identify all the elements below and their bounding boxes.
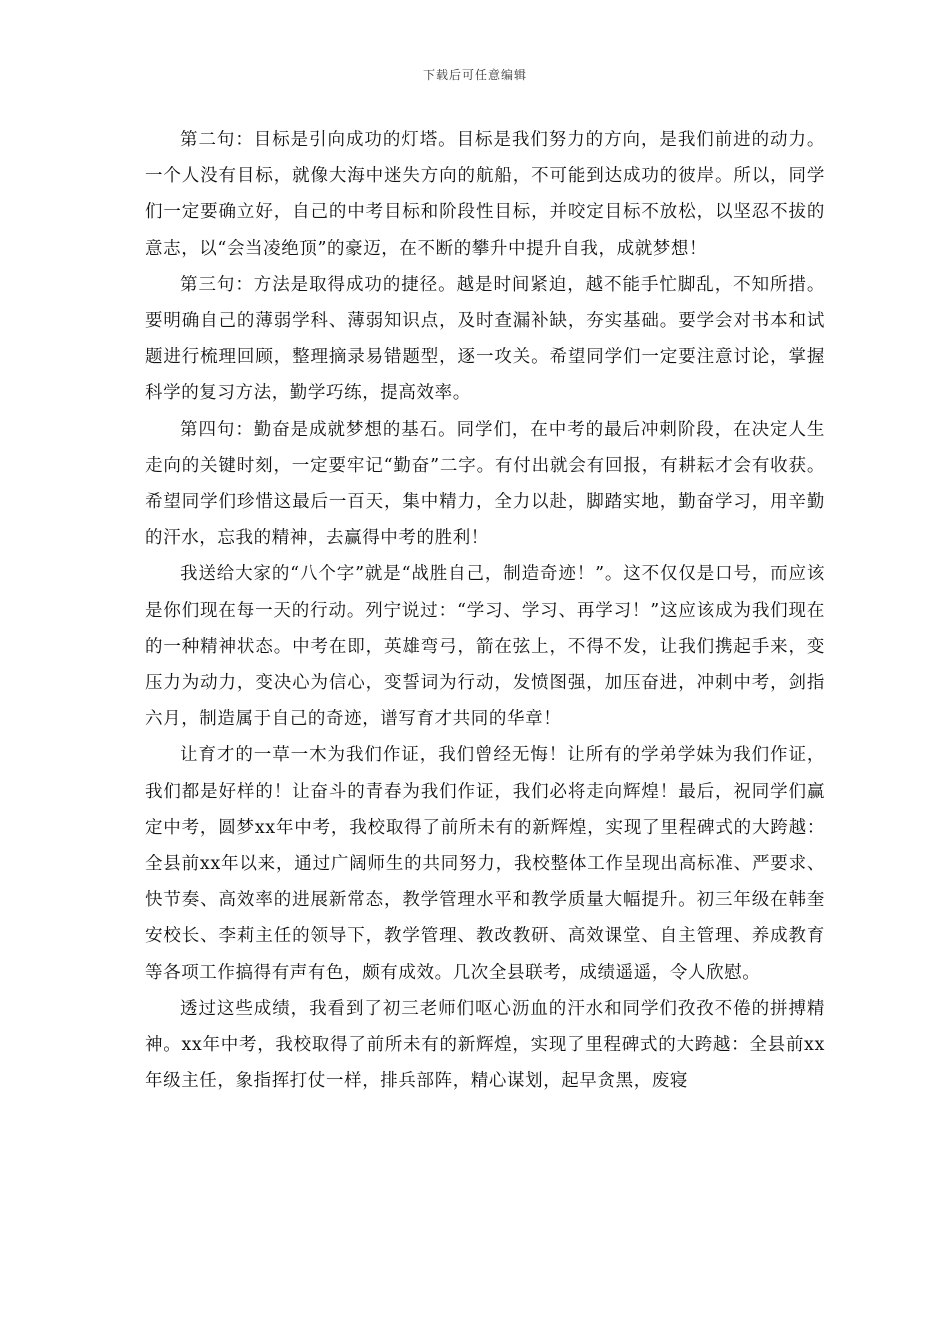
paragraph-eight-characters: 我送给大家的“八个字”就是“战胜自己，制造奇迹！”。这不仅仅是口号，而应该是你们现在每一天的行动。列宁说过：“学习、学习、再学习！”这应该成为我们现在的一种精神状态。中考在即，英雄弯弓，箭在弦上，不得不发，让我们携起手来，变压力为动力，变决心为信心，变誓词为行动，发愤图强，加压奋进，冲刺中考，剑指六月，制造属于自己的奇迹，谱写育才共同的华章！	[145, 564, 825, 730]
page-header-note: 下载后可任意编辑	[422, 68, 527, 82]
paragraph-second-sentence: 第二句：目标是引向成功的灯塔。目标是我们努力的方向，是我们前进的动力。一个人没有目标，就像大海中迷失方向的航船，不可能到达成功的彼岸。所以，同学们一定要确立好，自己的中考目标和阶段性目标，并咬定目标不放松，以坚忍不拔的意志，以“会当凌绝顶”的豪迈，在不断的攀升中提升自我，成就梦想！	[145, 130, 825, 259]
paragraph-witness: 让育才的一草一木为我们作证，我们曾经无悔！让所有的学弟学妹为我们作证，我们都是好样的！让奋斗的青春为我们作证，我们必将走向辉煌！最后，祝同学们赢定中考，圆梦xx年中考，我校取得了前所未有的新辉煌，实现了里程碑式的大跨越：全县前xx年以来，通过广阔师生的共同努力，我校整体工作呈现出高标准、严要求、快节奏、高效率的进展新常态，教学管理水平和教学质量大幅提升。初三年级在韩奎安校长、李莉主任的领导下，教学管理、教改教研、高效课堂、自主管理、养成教育等各项工作搞得有声有色，颇有成效。几次全县联考，成绩遥遥，令人欣慰。	[145, 745, 825, 983]
paragraph-fourth-sentence: 第四句：勤奋是成就梦想的基石。同学们，在中考的最后冲刺阶段，在决定人生走向的关键时刻，一定要牢记“勤奋”二字。有付出就会有回报，有耕耘才会有收获。希望同学们珍惜这最后一百天，集中精力，全力以赴，脚踏实地，勤奋学习，用辛勤的汗水，忘我的精神，去赢得中考的胜利！	[145, 419, 825, 549]
paragraph-achievements: 透过这些成绩，我看到了初三老师们呕心沥血的汗水和同学们孜孜不倦的拼搏精神。xx年中考，我校取得了前所未有的新辉煌，实现了里程碑式的大跨越：全县前xx年级主任，象指挥打仗一样，排兵部阵，精心谋划，起早贪黑，废寝	[145, 998, 825, 1092]
paragraph-third-sentence: 第三句：方法是取得成功的捷径。越是时间紧迫，越不能手忙脚乱，不知所措。要明确自己的薄弱学科、薄弱知识点，及时查漏补缺，夯实基础。要学会对书本和试题进行梳理回顾，整理摘录易错题型，逐一攻关。希望同学们一定要注意讨论，掌握科学的复习方法，勤学巧练，提高效率。	[145, 274, 825, 404]
document-body	[145, 122, 825, 1099]
